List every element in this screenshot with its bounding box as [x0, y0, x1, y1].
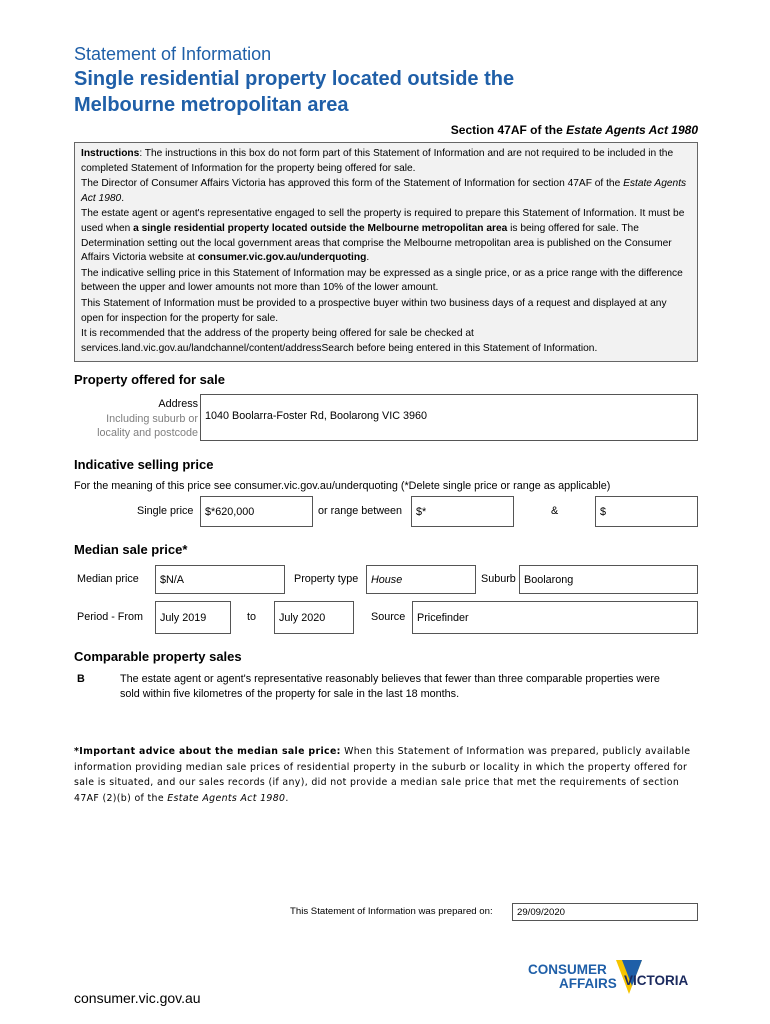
range-to-field[interactable]: $	[595, 496, 698, 527]
instructions-p4: The indicative selling price in this Statement of Information may be expressed as a single price, or as a price range with the difference between the upper and lower amounts not more than 10% of the lower amount.	[81, 267, 683, 294]
cav-logo-graphic	[528, 958, 704, 1006]
indicative-note: For the meaning of this price see consumer.vic.gov.au/underquoting (*Delete single price or range as applicable)	[74, 480, 611, 492]
footer-url: consumer.vic.gov.au	[74, 990, 201, 1006]
ampersand: &	[551, 505, 559, 517]
instructions-p1-text: : The instructions in this box do not form part of this Statement of Information and are not required to be included in the completed Statement of Information for the property being offered for sale.	[81, 148, 674, 174]
advice-act: Estate Agents Act 1980	[167, 792, 286, 804]
consumer-affairs-victoria-logo	[528, 958, 704, 1011]
instructions-p1	[81, 147, 691, 176]
instructions-p2-act: Estate Agents Act 1980	[81, 178, 687, 204]
instructions-p5: This Statement of Information must be provided to a prospective buyer within two business days of a request and displayed at any open for inspection for the property for sale.	[81, 297, 667, 324]
instructions-p2-text: The Director of Consumer Affairs Victoria has approved this form of the Statement of Information for section 47AF of the	[81, 178, 624, 190]
comparable-text: The estate agent or agent's representative reasonably believes that fewer than three comparable properties were sold within five kilometres of the property for sale in the last 18 months.	[120, 673, 660, 700]
address-field[interactable]: 1040 Boolarra-Foster Rd, Boolarong VIC 3960	[200, 394, 698, 441]
range-from-field[interactable]: $*	[411, 496, 514, 527]
period-from-field[interactable]: July 2019	[155, 601, 231, 634]
period-to-label: to	[247, 611, 257, 623]
median-heading: Median sale price*	[74, 542, 188, 557]
range-label: or range between	[318, 505, 403, 517]
section-reference	[451, 123, 698, 137]
suburb-label: Suburb	[481, 573, 516, 585]
instructions-p3-a: The estate agent or agent's representative engaged to sell the property is required to prepare this Statement of Information. It must be used when	[81, 208, 685, 234]
period-from-label: Period - From	[77, 611, 143, 623]
property-heading: Property offered for sale	[74, 372, 225, 387]
instructions-p6: It is recommended that the address of the property being offered for sale be checked at services.land.vic.gov.au/landchannel/content/addressSearch before being entered in this Statement of Information.	[81, 328, 598, 354]
instructions-p2	[81, 177, 691, 206]
suburb-field[interactable]: Boolarong	[519, 565, 698, 594]
median-advice	[74, 744, 702, 806]
property-type-label: Property type	[294, 573, 359, 585]
median-price-field[interactable]: $N/A	[155, 565, 285, 594]
median-price-label: Median price	[77, 573, 139, 585]
address-label-line2: Including suburb or	[106, 412, 198, 425]
title-line-2: Melbourne metropolitan area	[74, 94, 349, 116]
instructions-p3-b: is being offered for sale. The Determination setting out the local government areas that comprise the Melbourne metropolitan area is published on the Consumer Affairs Victoria website at	[81, 222, 672, 264]
instructions-box	[74, 142, 698, 362]
advice-heading: *Important advice about the median sale price:	[74, 746, 341, 757]
logo-line-3: VICTORIA	[624, 973, 689, 988]
advice-end: .	[285, 792, 289, 804]
comparable-option: B	[77, 673, 85, 685]
logo-line-1: CONSUMER	[528, 962, 607, 977]
instructions-p3-bold: a single residential property located outside the Melbourne metropolitan area	[133, 222, 508, 234]
instructions-label: Instructions	[81, 148, 140, 159]
single-price-field[interactable]: $*620,000	[200, 496, 313, 527]
property-type-field[interactable]: House	[366, 565, 476, 594]
advice-text: When this Statement of Information was prepared, publicly available information providing median sale prices of residential property in the suburb or locality in which the property offered for sale is situated, and our sales records (if any), did not provide a median sale price that met the requirements of section 47AF (2)(b) of the	[74, 746, 691, 804]
period-to-field[interactable]: July 2020	[274, 601, 354, 634]
section-act: Estate Agents Act 1980	[566, 123, 698, 137]
prepared-label: This Statement of Information was prepared on:	[290, 906, 493, 917]
doc-kicker: Statement of Information	[74, 44, 272, 64]
indicative-heading: Indicative selling price	[74, 457, 214, 472]
instructions-p2-end: .	[121, 192, 125, 204]
single-price-label: Single price	[137, 505, 194, 517]
instructions-p3-c: .	[366, 252, 370, 264]
underquoting-link[interactable]: consumer.vic.gov.au/underquoting	[197, 252, 367, 264]
section-prefix: Section 47AF of the	[450, 123, 567, 137]
prepared-date-field[interactable]: 29/09/2020	[512, 903, 698, 921]
address-label-line1: Address	[158, 398, 198, 410]
comparable-heading: Comparable property sales	[74, 649, 242, 664]
instructions-p3	[81, 207, 691, 265]
address-label-line3: locality and postcode	[97, 427, 198, 439]
address-label	[74, 397, 198, 441]
source-field[interactable]: Pricefinder	[412, 601, 698, 634]
source-label: Source	[371, 611, 406, 623]
page-title	[74, 66, 674, 118]
logo-line-2: AFFAIRS	[559, 976, 617, 991]
title-line-1: Single residential property located outside the	[74, 68, 515, 90]
